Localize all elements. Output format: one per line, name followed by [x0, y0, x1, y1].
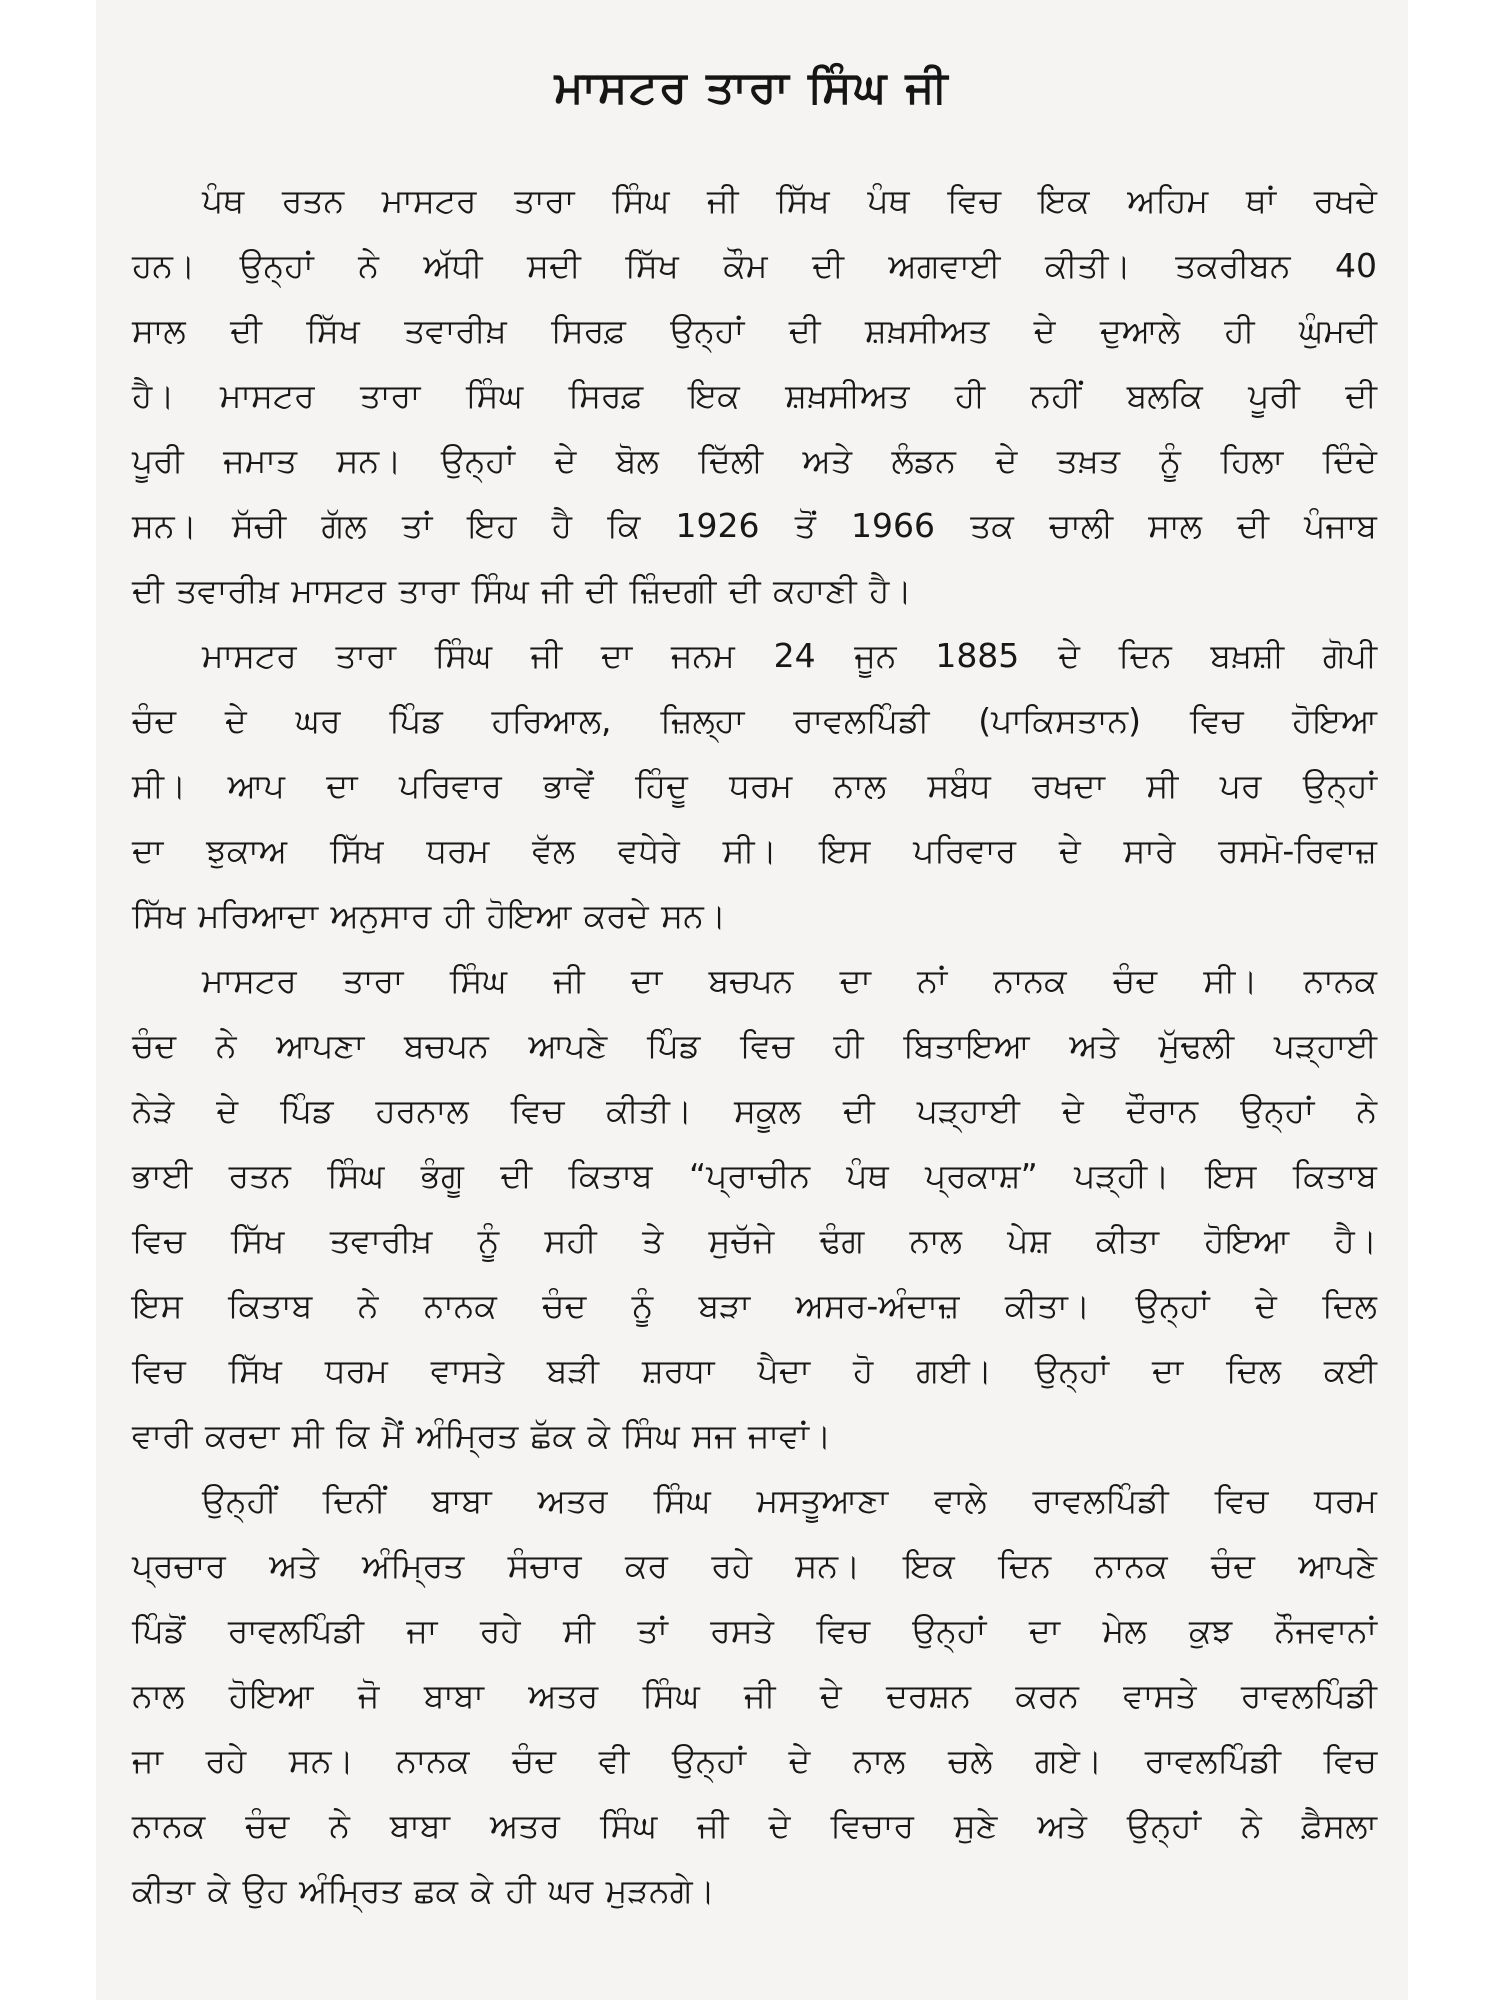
text-line: ਉਨ੍ਹੀਂ ਦਿਨੀਂ ਬਾਬਾ ਅਤਰ ਸਿੰਘ ਮਸਤੂਆਣਾ ਵਾਲੇ ਰਾਵਲਪਿੰਡੀ ਵਿਚ ਧਰਮ: [202, 1481, 1377, 1520]
text-line: ਜਾ ਰਹੇ ਸਨ। ਨਾਨਕ ਚੰਦ ਵੀ ਉਨ੍ਹਾਂ ਦੇ ਨਾਲ ਚਲੇ ਗਏ। ਰਾਵਲਪਿੰਡੀ ਵਿਚ: [132, 1741, 1377, 1780]
text-line: ਦਾ ਝੁਕਾਅ ਸਿੱਖ ਧਰਮ ਵੱਲ ਵਧੇਰੇ ਸੀ। ਇਸ ਪਰਿਵਾਰ ਦੇ ਸਾਰੇ ਰਸਮੋ-ਰਿਵਾਜ਼: [132, 831, 1377, 870]
paragraph-1: [132, 168, 1377, 623]
text-line: ਪਿੰਡੋਂ ਰਾਵਲਪਿੰਡੀ ਜਾ ਰਹੇ ਸੀ ਤਾਂ ਰਸਤੇ ਵਿਚ ਉਨ੍ਹਾਂ ਦਾ ਮੇਲ ਕੁਝ ਨੌਜਵਾਨਾਂ: [132, 1611, 1377, 1650]
book-page: [96, 0, 1408, 2000]
paragraph-3: [132, 948, 1377, 1468]
text-line: ਹੈ। ਮਾਸਟਰ ਤਾਰਾ ਸਿੰਘ ਸਿਰਫ਼ ਇਕ ਸ਼ਖ਼ਸੀਅਤ ਹੀ ਨਹੀਂ ਬਲਕਿ ਪੂਰੀ ਦੀ: [132, 376, 1377, 415]
paragraph-2: [132, 623, 1377, 948]
article-body: [132, 168, 1377, 1923]
text-line: ਮਾਸਟਰ ਤਾਰਾ ਸਿੰਘ ਜੀ ਦਾ ਜਨਮ 24 ਜੂਨ 1885 ਦੇ ਦਿਨ ਬਖ਼ਸ਼ੀ ਗੋਪੀ: [202, 636, 1377, 675]
text-line: ਦੀ ਤਵਾਰੀਖ਼ ਮਾਸਟਰ ਤਾਰਾ ਸਿੰਘ ਜੀ ਦੀ ਜ਼ਿੰਦਗੀ ਦੀ ਕਹਾਣੀ ਹੈ।: [132, 571, 912, 610]
text-line: ਨਾਨਕ ਚੰਦ ਨੇ ਬਾਬਾ ਅਤਰ ਸਿੰਘ ਜੀ ਦੇ ਵਿਚਾਰ ਸੁਣੇ ਅਤੇ ਉਨ੍ਹਾਂ ਨੇ ਫ਼ੈਸਲਾ: [132, 1806, 1377, 1845]
text-line: ਵਿਚ ਸਿੱਖ ਧਰਮ ਵਾਸਤੇ ਬੜੀ ਸ਼ਰਧਾ ਪੈਦਾ ਹੋ ਗਈ। ਉਨ੍ਹਾਂ ਦਾ ਦਿਲ ਕਈ: [132, 1351, 1377, 1390]
text-line: ਚੰਦ ਨੇ ਆਪਣਾ ਬਚਪਨ ਆਪਣੇ ਪਿੰਡ ਵਿਚ ਹੀ ਬਿਤਾਇਆ ਅਤੇ ਮੁੱਢਲੀ ਪੜ੍ਹਾਈ: [132, 1026, 1377, 1065]
page-title: ਮਾਸਟਰ ਤਾਰਾ ਸਿੰਘ ਜੀ: [554, 62, 950, 113]
text-line: ਸਨ। ਸੱਚੀ ਗੱਲ ਤਾਂ ਇਹ ਹੈ ਕਿ 1926 ਤੋਂ 1966 ਤਕ ਚਾਲੀ ਸਾਲ ਦੀ ਪੰਜਾਬ: [132, 506, 1377, 545]
text-line: ਪ੍ਰਚਾਰ ਅਤੇ ਅੰਮ੍ਰਿਤ ਸੰਚਾਰ ਕਰ ਰਹੇ ਸਨ। ਇਕ ਦਿਨ ਨਾਨਕ ਚੰਦ ਆਪਣੇ: [132, 1546, 1377, 1585]
text-line: ਵਾਰੀ ਕਰਦਾ ਸੀ ਕਿ ਮੈਂ ਅੰਮ੍ਰਿਤ ਛੱਕ ਕੇ ਸਿੰਘ ਸਜ ਜਾਵਾਂ।: [132, 1416, 832, 1455]
text-line: ਨੇੜੇ ਦੇ ਪਿੰਡ ਹਰਨਾਲ ਵਿਚ ਕੀਤੀ। ਸਕੂਲ ਦੀ ਪੜ੍ਹਾਈ ਦੇ ਦੌਰਾਨ ਉਨ੍ਹਾਂ ਨੇ: [132, 1091, 1377, 1130]
text-line: ਕੀਤਾ ਕੇ ਉਹ ਅੰਮ੍ਰਿਤ ਛਕ ਕੇ ਹੀ ਘਰ ਮੁੜਨਗੇ।: [132, 1871, 715, 1910]
text-line: ਸਾਲ ਦੀ ਸਿੱਖ ਤਵਾਰੀਖ਼ ਸਿਰਫ਼ ਉਨ੍ਹਾਂ ਦੀ ਸ਼ਖ਼ਸੀਅਤ ਦੇ ਦੁਆਲੇ ਹੀ ਘੁੰਮਦੀ: [132, 311, 1377, 350]
text-line: ਮਾਸਟਰ ਤਾਰਾ ਸਿੰਘ ਜੀ ਦਾ ਬਚਪਨ ਦਾ ਨਾਂ ਨਾਨਕ ਚੰਦ ਸੀ। ਨਾਨਕ: [202, 961, 1377, 1000]
text-line: ਵਿਚ ਸਿੱਖ ਤਵਾਰੀਖ਼ ਨੂੰ ਸਹੀ ਤੇ ਸੁਚੱਜੇ ਢੰਗ ਨਾਲ ਪੇਸ਼ ਕੀਤਾ ਹੋਇਆ ਹੈ।: [132, 1221, 1377, 1260]
text-line: ਇਸ ਕਿਤਾਬ ਨੇ ਨਾਨਕ ਚੰਦ ਨੂੰ ਬੜਾ ਅਸਰ-ਅੰਦਾਜ਼ ਕੀਤਾ। ਉਨ੍ਹਾਂ ਦੇ ਦਿਲ: [132, 1286, 1377, 1325]
text-line: ਹਨ। ਉਨ੍ਹਾਂ ਨੇ ਅੱਧੀ ਸਦੀ ਸਿੱਖ ਕੌਮ ਦੀ ਅਗਵਾਈ ਕੀਤੀ। ਤਕਰੀਬਨ 40: [132, 246, 1377, 285]
text-line: ਚੰਦ ਦੇ ਘਰ ਪਿੰਡ ਹਰਿਆਲ, ਜ਼ਿਲ੍ਹਾ ਰਾਵਲਪਿੰਡੀ (ਪਾਕਿਸਤਾਨ) ਵਿਚ ਹੋਇਆ: [132, 701, 1377, 740]
text-line: ਨਾਲ ਹੋਇਆ ਜੋ ਬਾਬਾ ਅਤਰ ਸਿੰਘ ਜੀ ਦੇ ਦਰਸ਼ਨ ਕਰਨ ਵਾਸਤੇ ਰਾਵਲਪਿੰਡੀ: [132, 1676, 1377, 1715]
text-line: ਭਾਈ ਰਤਨ ਸਿੰਘ ਭੰਗੂ ਦੀ ਕਿਤਾਬ “ਪ੍ਰਾਚੀਨ ਪੰਥ ਪ੍ਰਕਾਸ਼” ਪੜ੍ਹੀ। ਇਸ ਕਿਤਾਬ: [132, 1156, 1377, 1195]
paragraph-4: [132, 1468, 1377, 1923]
text-line: ਪੂਰੀ ਜਮਾਤ ਸਨ। ਉਨ੍ਹਾਂ ਦੇ ਬੋਲ ਦਿੱਲੀ ਅਤੇ ਲੰਡਨ ਦੇ ਤਖ਼ਤ ਨੂੰ ਹਿਲਾ ਦਿੰਦੇ: [132, 441, 1377, 480]
text-line: ਸਿੱਖ ਮਰਿਆਦਾ ਅਨੁਸਾਰ ਹੀ ਹੋਇਆ ਕਰਦੇ ਸਨ।: [132, 896, 727, 935]
text-line: ਪੰਥ ਰਤਨ ਮਾਸਟਰ ਤਾਰਾ ਸਿੰਘ ਜੀ ਸਿੱਖ ਪੰਥ ਵਿਚ ਇਕ ਅਹਿਮ ਥਾਂ ਰਖਦੇ: [202, 181, 1377, 220]
text-line: ਸੀ। ਆਪ ਦਾ ਪਰਿਵਾਰ ਭਾਵੇਂ ਹਿੰਦੂ ਧਰਮ ਨਾਲ ਸਬੰਧ ਰਖਦਾ ਸੀ ਪਰ ਉਨ੍ਹਾਂ: [132, 766, 1377, 805]
